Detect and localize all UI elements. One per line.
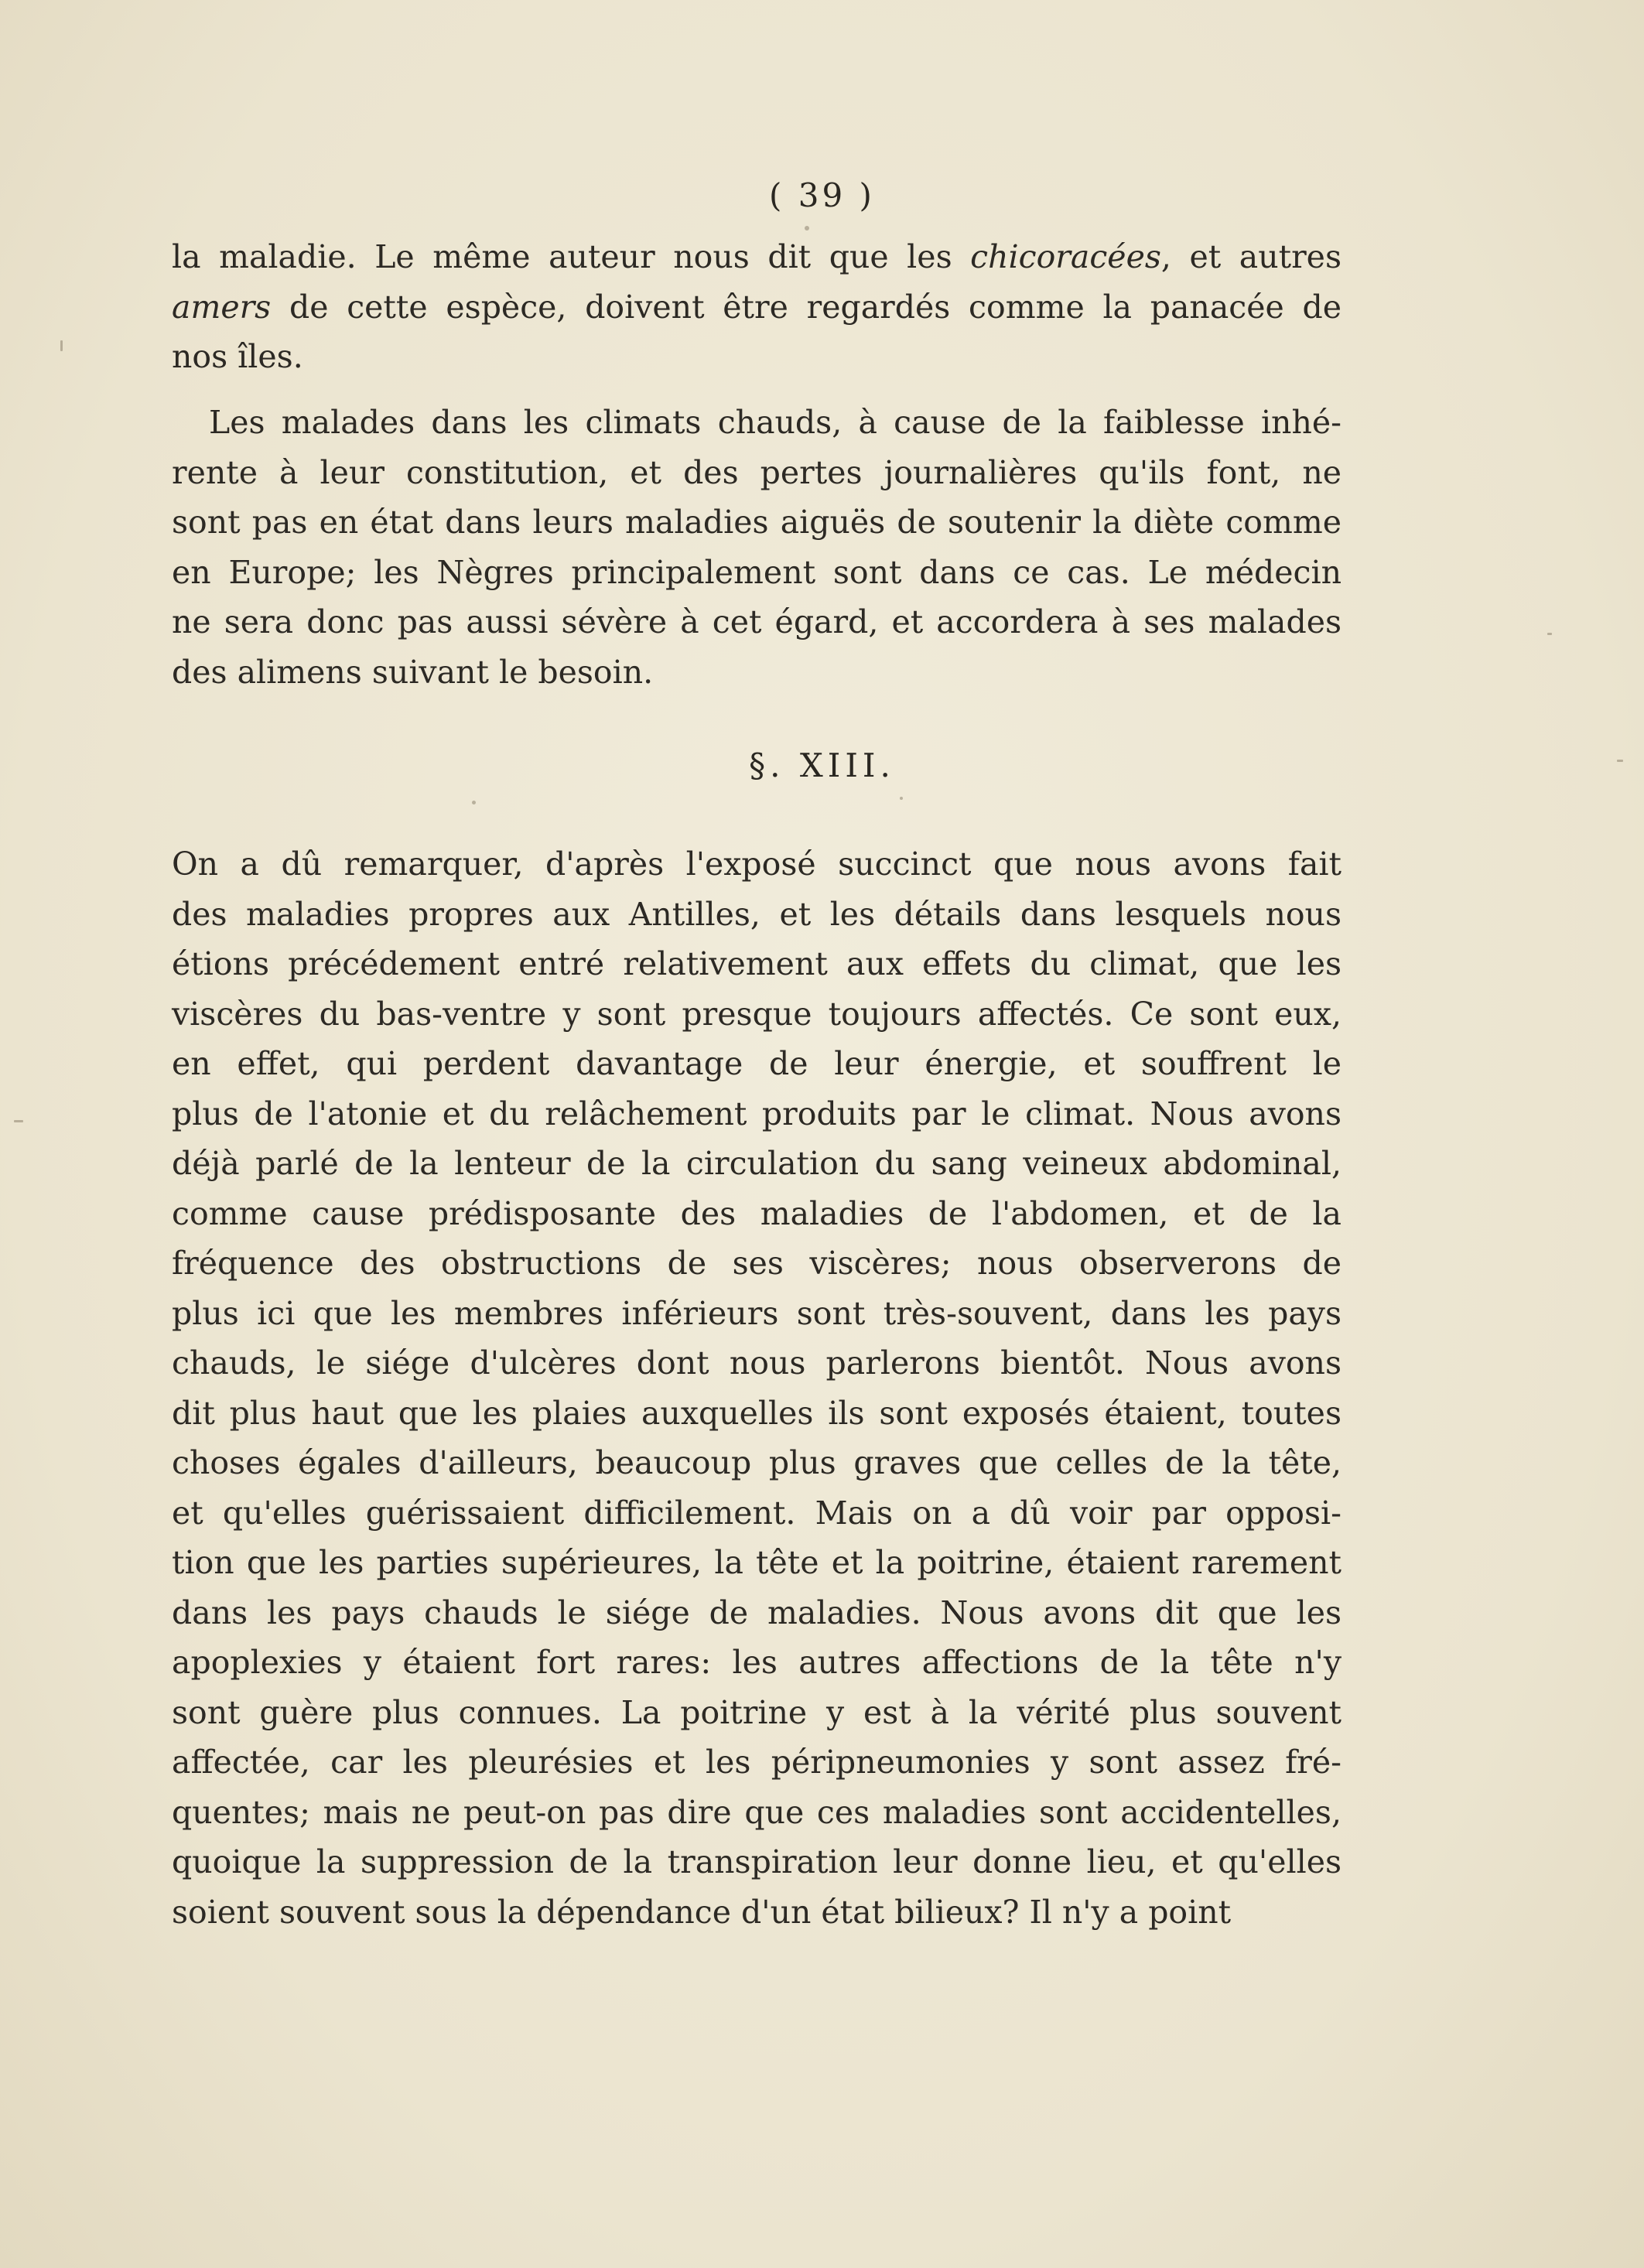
text-line: ne sera donc pas aussi sévère à cet égard, et accordera à ses malades [172,603,1342,640]
text-line: plus ici que les membres inférieurs sont très-souvent, dans les pays [172,1294,1342,1332]
section-heading: §. XIII. [749,746,895,784]
paper-speck [14,1120,23,1122]
text-line: tion que les parties supérieures, la tête et la poitrine, étaient rarement [172,1544,1342,1581]
text-run: la maladie. Le même auteur nous dit que les [172,238,971,275]
text-line: On a dû remarquer, d'après l'exposé succinct que nous avons fait [172,845,1342,883]
text-line: rente à leur constitution, et des pertes journalières qu'ils font, ne [172,453,1342,491]
text-line: quentes; mais ne peut-on pas dire que ces maladies sont accidentelles, [172,1793,1342,1831]
text-run: nos îles. [172,338,303,375]
paper-speck [805,226,809,231]
text-line: comme cause prédisposante des maladies de l'abdomen, et de la [172,1194,1342,1232]
text-line [172,332,1342,382]
text-line: et qu'elles guérissaient difficilement. Mais on a dû voir par opposi- [172,1494,1342,1532]
text-line: sont pas en état dans leurs maladies aiguës de soutenir la diète comme [172,504,1342,541]
text-line: en Europe; les Nègres principalement sont dans ce cas. Le médecin [172,553,1342,591]
text-line [172,232,1342,282]
text-line: dans les pays chauds le siége de maladies. Nous avons dit que les [172,1593,1342,1631]
text-line: affectée, car les pleurésies et les péripneumonies y sont assez fré- [172,1744,1342,1781]
paper-speck [900,797,903,800]
text-line: dit plus haut que les plaies auxquelles ils sont exposés étaient, toutes [172,1394,1342,1432]
italic-term: chicoracées [970,238,1161,275]
paper-speck [60,340,63,351]
text-line: viscères du bas-ventre y sont presque toujours affectés. Ce sont eux, [172,995,1342,1033]
paragraph-patient-diet [172,398,1342,697]
text-line: déjà parlé de la lenteur de la circulation du sang veineux abdominal, [172,1145,1342,1182]
text-line: soient souvent sous la dépendance d'un état bilieux? Il n'y a point [172,1893,1232,1931]
text-line: fréquence des obstructions de ses viscères; nous observerons de [172,1245,1342,1282]
paragraph-continuation [172,232,1342,382]
text-line: en effet, qui perdent davantage de leur énergie, et souffrent le [172,1045,1342,1082]
text-line: chauds, le siége d'ulcères dont nous parlerons bientôt. Nous avons [172,1344,1342,1382]
paragraph-abdominal-viscera [172,839,1342,1937]
text-line: étions précédement entré relativement aux effets du climat, que les [172,945,1342,982]
text-line: des maladies propres aux Antilles, et les détails dans lesquels nous [172,895,1342,933]
text-line: plus de l'atonie et du relâchement produits par le climat. Nous avons [172,1095,1342,1132]
text-line [172,282,1342,333]
paper-speck [1547,633,1552,635]
text-run: , et autres [1160,238,1342,275]
italic-term: amers [172,288,272,326]
paper-speck [472,801,476,804]
text-line: Les malades dans les climats chauds, à cause de la faiblesse inhé- [209,404,1342,441]
text-line: choses égales d'ailleurs, beaucoup plus graves que celles de la tête, [172,1444,1342,1481]
page-number: ( 39 ) [769,176,875,214]
text-line: des alimens suivant le besoin. [172,653,654,691]
text-line: quoique la suppression de la transpiration leur donne lieu, et qu'elles [172,1843,1342,1880]
text-line: apoplexies y étaient fort rares: les autres affections de la tête n'y [172,1644,1342,1681]
text-run: de cette espèce, doivent être regardés comme la panacée de [271,288,1342,326]
text-line: sont guère plus connues. La poitrine y est à la vérité plus souvent [172,1693,1342,1731]
